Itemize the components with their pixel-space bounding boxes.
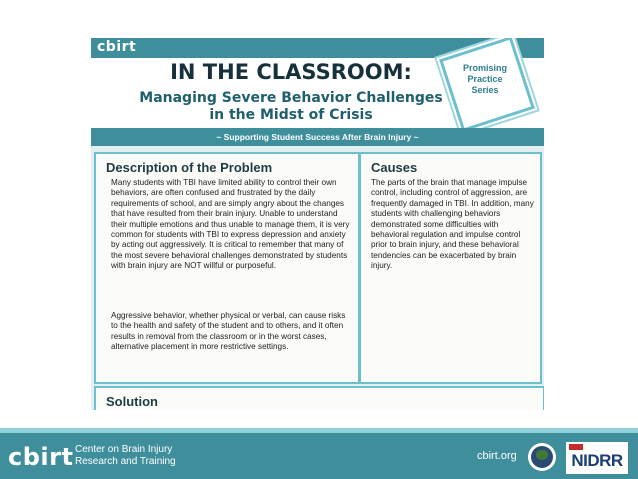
footer-bar	[0, 428, 638, 479]
nidrr-logo	[566, 442, 628, 474]
problem-heading: Description of the Problem	[106, 160, 273, 175]
badge-line-1: Promising	[462, 63, 507, 73]
problem-panel	[94, 152, 360, 384]
flyer-document	[91, 38, 544, 410]
center-name	[75, 444, 176, 468]
badge-line-3: Series	[471, 85, 499, 95]
badge-line-2: Practice	[467, 74, 503, 84]
cbirt-logo: cbirt	[8, 443, 74, 471]
causes-panel	[359, 152, 542, 384]
cbirt-brand: cbirt	[97, 39, 137, 55]
promising-practice-badge	[443, 40, 527, 124]
problem-paragraph-1: Many students with TBI have limited ability to control their own behaviors, are often confused and frustrated by the daily requirements of school, and are simply angry about the changes that have resulted from their brain injury. Unable to understand their multiple emotions and thus unable to manage them, it is very common for students with TBI to express depression and anxiety by acting out aggressively. It is critical to remember that many of the most severe behavioral challenges demonstrated by students with brain injury are NOT willful or purposeful.	[111, 178, 350, 271]
center-line-2: Research and Training	[75, 456, 176, 467]
nidrr-text: NIDRR	[571, 451, 623, 470]
causes-heading: Causes	[371, 160, 418, 175]
solution-panel	[94, 386, 544, 410]
subtitle-line-1: Managing Severe Behavior Challenges	[139, 90, 443, 106]
center-line-1: Center on Brain Injury	[75, 444, 173, 455]
flyer-subtitle	[91, 90, 491, 124]
flyer-title: IN THE CLASSROOM:	[170, 60, 412, 84]
website-link[interactable]: cbirt.org	[477, 450, 517, 462]
flag-icon	[569, 444, 583, 450]
badge-text	[443, 63, 527, 96]
problem-paragraph-2: Aggressive behavior, whether physical or verbal, can cause risks to the health and safety of the student and to others, and it often results in removal from the classroom or in the worst cases, alternative placement in more restrictive settings.	[111, 311, 346, 352]
tagline-bar: ~ Supporting Student Success After Brain Injury ~	[91, 128, 544, 146]
causes-paragraph: The parts of the brain that manage impulse control, including control of aggression, are frequently damaged in TBI. In addition, many students with challenging behaviors demonstrated some difficulties with behavioral regulation and impulse control prior to brain injury, and these behavioral tendencies can be exacerbated by brain injury.	[371, 178, 534, 271]
eagle-icon	[536, 450, 548, 460]
solution-heading: Solution	[106, 394, 158, 409]
subtitle-line-2: in the Midst of Crisis	[209, 107, 373, 123]
department-seal-icon	[528, 443, 556, 471]
